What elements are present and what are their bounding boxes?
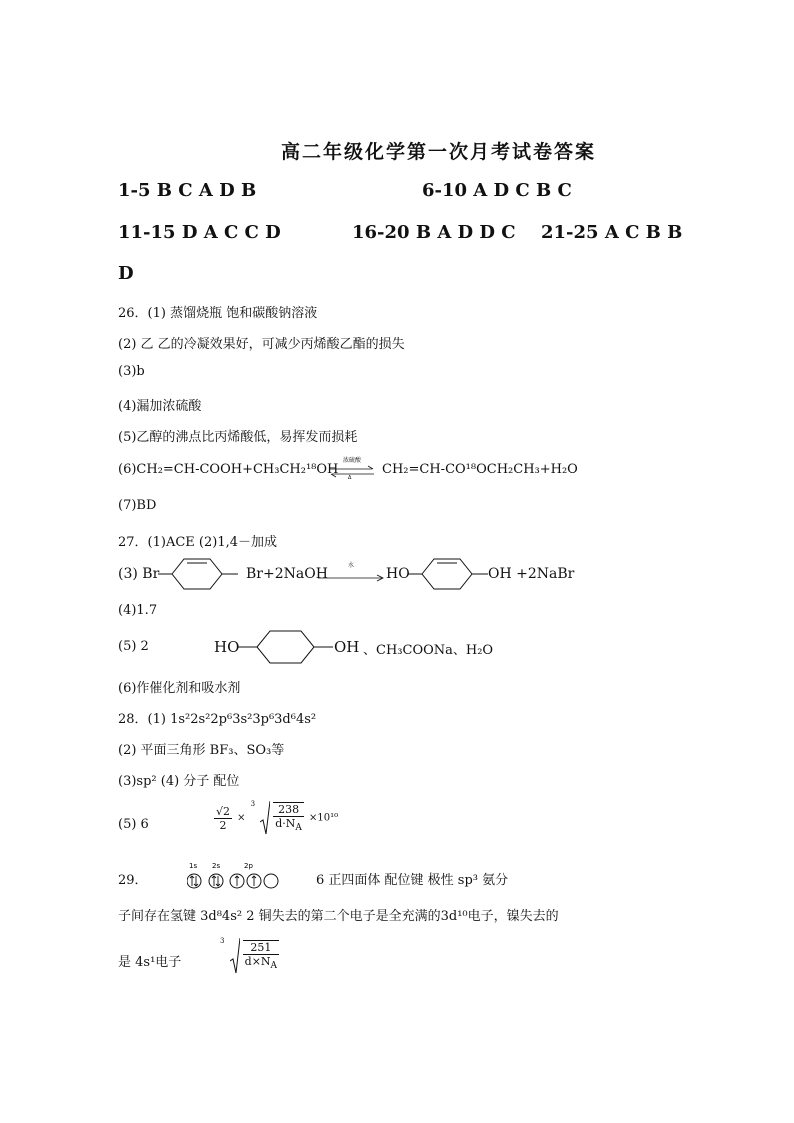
q26-line-3: (3)b: [118, 364, 145, 379]
mc-row-11-15: 11-15 D A C C D: [118, 222, 281, 243]
mc-row-6-10: 6-10 A D C B C: [422, 180, 572, 201]
root-numerator: 238: [273, 803, 304, 817]
root-fraction: $\frac{238}{d\cdot N_A}$: [275, 803, 302, 834]
orbital-label-1s: 1s: [189, 862, 198, 870]
q29-number: 29．: [118, 873, 148, 888]
q28-density-formula: $\frac{√2}{2}$ × $^3$ $\frac{238}{d\cdot N_A}$ ×10¹⁰: [214, 800, 338, 836]
root-denominator-2: d×N: [244, 955, 271, 969]
q29-line-1: 6 正四面体 配位键 极性 sp³ 氨分: [316, 873, 509, 888]
q27-line-4: (4)1.7: [118, 603, 158, 618]
q27-line-3-start: (3) Br: [118, 566, 160, 582]
root-numerator-2: 251: [243, 941, 279, 955]
reaction-arrow: [316, 560, 386, 588]
q27-line-5-rest: 、CH₃COONa、H₂O: [363, 643, 494, 658]
svg-text:Δ: Δ: [348, 475, 352, 479]
root-fraction-2: $\frac{251}{d\times N_A}$: [244, 941, 278, 972]
cyclohexene-diol-ring-icon: [408, 556, 492, 592]
q27-line-5-start: (5) 2: [118, 639, 149, 654]
q26-line-2: (2) 乙 乙的冷凝效果好，可减少丙烯酸乙酯的损失: [118, 337, 405, 352]
q28-line-5: (5) 6: [118, 817, 149, 832]
cyclohexane-ring-icon: [237, 628, 337, 666]
q26-line-6-products: CH₂=CH-CO¹⁸OCH₂CH₃+H₂O: [382, 462, 578, 477]
q27-line-5-oh: OH: [334, 638, 360, 656]
cube-root-icon: [260, 800, 270, 836]
q29-line-2: 子间存在氢键 3d⁸4s² 2 铜失去的第二个电子是全充满的3d¹⁰电子，镍失去的: [118, 909, 559, 924]
equilibrium-arrow-icon: [328, 465, 376, 479]
root-denominator: d·N: [275, 817, 296, 831]
q27-line-3-reagent: Br+2NaOH: [246, 566, 328, 582]
orbital-label-2p: 2p: [244, 862, 253, 870]
q26-line-5: (5)乙醇的沸点比丙烯酸低，易挥发而损耗: [118, 430, 358, 445]
q27-line-6: (6)作催化剂和吸水剂: [118, 681, 241, 696]
q29-line-3: 是 4s¹电子: [118, 955, 182, 970]
cube-root-icon-2: [230, 937, 240, 975]
q27-line-5-ho: HO: [214, 638, 240, 656]
q28-line-2: (2) 平面三角形 BF₃、SO₃等: [118, 743, 285, 758]
mc-row-21-25: 21-25 A C B B: [541, 222, 683, 243]
reaction-condition: 浓硫酸: [342, 457, 361, 464]
q26-line-4: (4)漏加浓硫酸: [118, 399, 202, 414]
q26-line-6-reactants: (6)CH₂=CH-COOH+CH₃CH₂¹⁸OH: [118, 462, 339, 477]
page-title: 高二年级化学第一次月考试卷答案: [281, 141, 597, 163]
orbital-box-icon: [187, 861, 279, 891]
reversible-arrow: [328, 455, 376, 483]
q26-line-7: (7)BD: [118, 498, 157, 513]
q28-line-3: (3)sp² (4) 分子 配位: [118, 774, 240, 789]
right-arrow-icon: [316, 572, 386, 584]
power-factor: ×10¹⁰: [309, 812, 339, 824]
cyclohexene-ring-icon: [158, 556, 250, 592]
q27-product-oh: OH +2NaBr: [488, 566, 575, 582]
sqrt2-over-2-fraction: $\frac{√2}{2}$: [216, 804, 231, 832]
q29-radius-formula: $^3$ $\frac{251}{d\times N_A}$: [220, 937, 279, 975]
mc-row-25-cont: D: [118, 263, 134, 284]
orbital-diagram: [187, 861, 279, 895]
q28-line-1: 28．(1) 1s²2s²2p⁶3s²3p⁶3d⁶4s²: [118, 712, 317, 727]
q26-line-1: 26．(1) 蒸馏烧瓶 饱和碳酸钠溶液: [118, 306, 318, 321]
q27-product-ho: HO: [386, 566, 410, 582]
reaction-condition-water: 水: [347, 562, 354, 569]
mc-row-1-5: 1-5 B C A D B: [118, 180, 257, 201]
orbital-label-2s: 2s: [212, 862, 221, 870]
q27-line-1: 27．(1)ACE (2)1,4－加成: [118, 535, 278, 550]
mc-row-16-20: 16-20 B A D D C: [352, 222, 516, 243]
